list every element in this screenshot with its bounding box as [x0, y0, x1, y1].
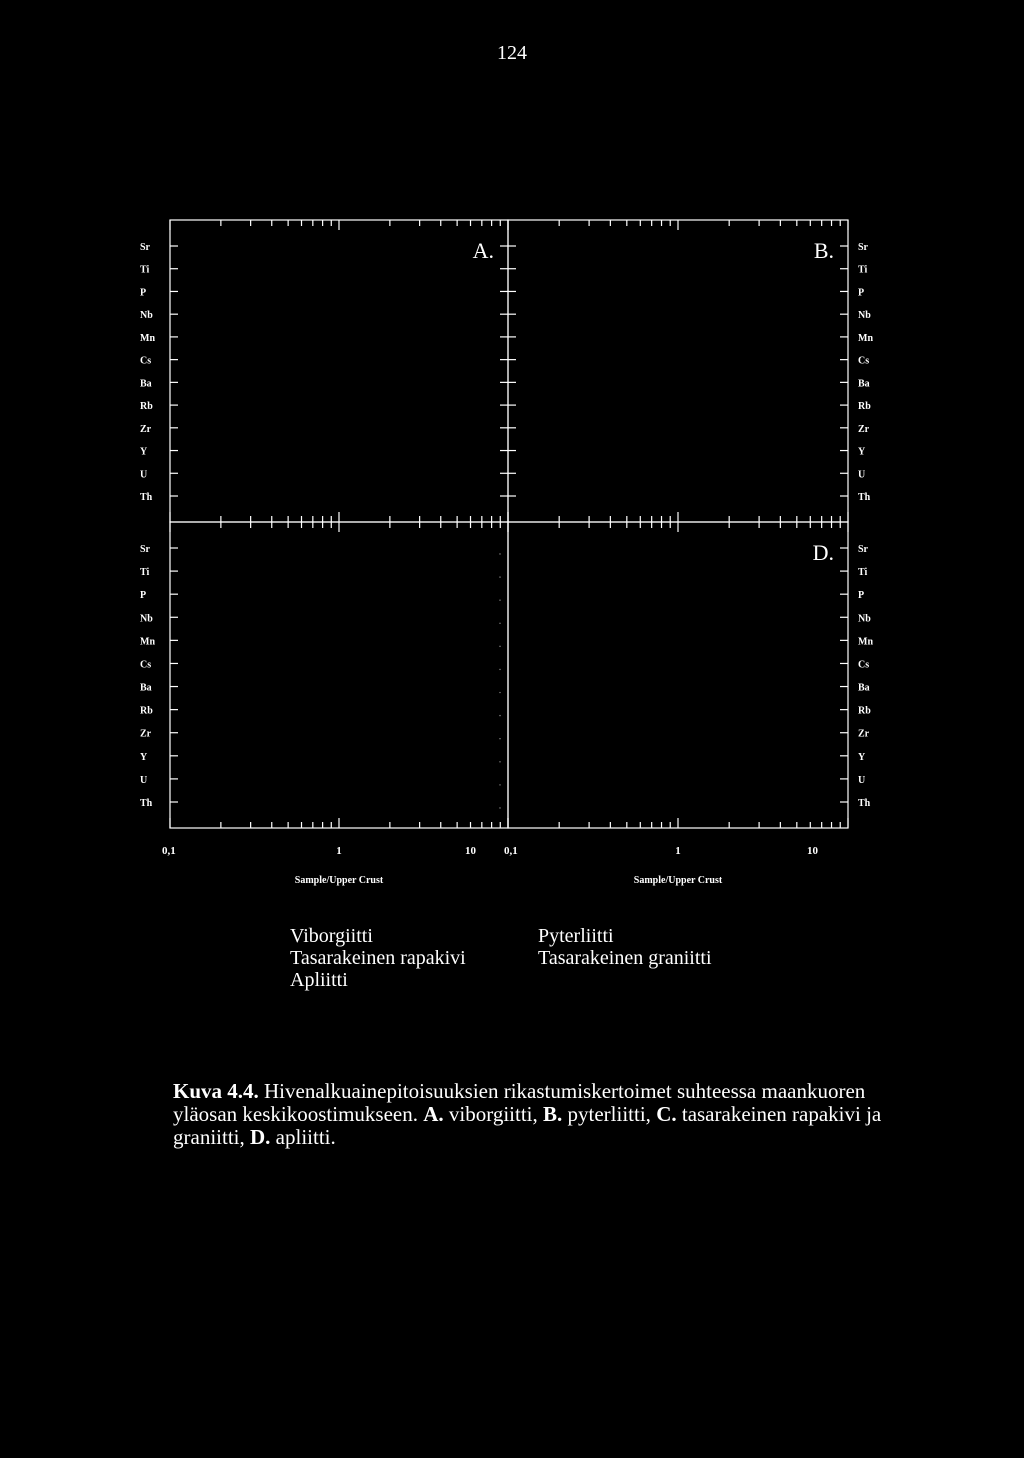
panel-label: B. [813, 238, 834, 263]
element-label-right: P [858, 287, 865, 299]
caption-d-label: D. [250, 1125, 271, 1149]
divider-dot [499, 784, 500, 785]
element-label-left: Rb [140, 705, 153, 717]
divider-dot [499, 761, 500, 762]
element-label-right: Zr [858, 728, 870, 740]
caption-text: Hivenalkuainepitoisuuksien rikastumiskertoimet suhteessa maankuoren yläosan keskikoostimukseen. [173, 1079, 866, 1126]
element-label-left: Y [140, 751, 148, 763]
element-label-right: Cs [858, 659, 870, 671]
element-label-right: Ba [858, 682, 870, 694]
element-label-left: Nb [140, 613, 153, 625]
element-label-left: P [140, 590, 147, 602]
legend-item: Tasarakeinen rapakivi [290, 947, 466, 969]
element-label-left: Sr [140, 242, 150, 253]
caption-label: Kuva 4.4. [173, 1079, 259, 1103]
element-label-right: Ba [858, 378, 870, 390]
caption-a-text: viborgiitti, [443, 1102, 544, 1126]
element-label-right: Nb [858, 613, 871, 625]
caption-c-text: tasarakeinen rapakivi ja graniitti, [173, 1102, 882, 1149]
element-label-left: Zr [140, 728, 152, 740]
divider-dot [499, 576, 500, 577]
element-label-left: Th [140, 798, 153, 809]
caption-d-text: apliitti. [270, 1125, 336, 1149]
element-label-left: Y [140, 446, 148, 458]
element-label-right: Sr [858, 242, 868, 253]
panel-label: A. [472, 238, 494, 263]
element-label-right: Rb [858, 401, 871, 413]
x-axis-label: Sample/Upper Crust [294, 875, 384, 886]
element-label-left: Th [140, 492, 153, 503]
element-label-left: P [140, 287, 147, 299]
divider-dot [499, 553, 500, 554]
element-label-left: Cs [140, 355, 152, 367]
divider-dot [499, 692, 500, 693]
element-label-left: Zr [140, 423, 152, 435]
element-label-left: U [140, 469, 148, 481]
element-label-right: Mn [858, 332, 873, 344]
element-label-right: Zr [858, 423, 870, 435]
page-number: 124 [497, 42, 527, 64]
divider-dot [499, 715, 500, 716]
element-label-right: Ti [858, 567, 868, 579]
caption-b-label: B. [543, 1102, 563, 1126]
element-label-left: Rb [140, 401, 153, 413]
element-label-left: Cs [140, 659, 152, 671]
element-label-left: U [140, 774, 148, 786]
legend-item: Apliitti [290, 969, 348, 991]
legend-right [538, 925, 712, 969]
element-label-right: Y [858, 446, 866, 458]
divider-dot [499, 623, 500, 624]
figure-caption [173, 1080, 893, 1149]
element-label-right: Rb [858, 705, 871, 717]
element-label-right: Ti [858, 264, 868, 276]
element-label-left: Sr [140, 544, 150, 555]
element-label-left: Ba [140, 682, 152, 694]
element-label-right: Th [858, 492, 871, 503]
x-tick-label: 1 [675, 845, 681, 857]
panel-label: D. [812, 540, 834, 565]
element-label-left: Mn [140, 332, 155, 344]
element-label-right: Sr [858, 544, 868, 555]
panel-frame [170, 522, 508, 828]
element-label-right: P [858, 590, 865, 602]
panel-frame [508, 522, 848, 828]
element-label-right: Cs [858, 355, 870, 367]
legend-item: Tasarakeinen graniitti [538, 947, 712, 969]
caption-b-text: pyterliitti, [562, 1102, 657, 1126]
divider-dot [499, 669, 500, 670]
legend-item: Pyterliitti [538, 925, 614, 947]
panel-frame [170, 220, 508, 522]
legend-item: Viborgiitti [290, 925, 373, 947]
element-label-right: Mn [858, 636, 873, 648]
element-label-right: Th [858, 798, 871, 809]
element-label-left: Nb [140, 310, 153, 322]
divider-dot [499, 646, 500, 647]
x-tick-label: 1 [336, 845, 342, 857]
caption-c-label: C. [656, 1102, 677, 1126]
element-label-left: Ba [140, 378, 152, 390]
x-tick-label: 0,1 [162, 845, 176, 857]
x-tick-label: 10 [465, 845, 476, 857]
caption-a-label: A. [423, 1102, 444, 1126]
divider-dot [499, 807, 500, 808]
element-label-left: Ti [140, 264, 150, 276]
legend-left [290, 925, 466, 991]
x-tick-label: 0,1 [504, 845, 518, 857]
divider-dot [499, 738, 500, 739]
x-tick-label: 10 [807, 845, 818, 857]
element-label-left: Mn [140, 636, 155, 648]
element-label-right: U [858, 774, 866, 786]
x-axis-label: Sample/Upper Crust [633, 875, 723, 886]
divider-dot [499, 599, 500, 600]
element-label-right: U [858, 469, 866, 481]
panel-frame [508, 220, 848, 522]
element-label-right: Y [858, 751, 866, 763]
element-label-left: Ti [140, 567, 150, 579]
element-label-right: Nb [858, 310, 871, 322]
